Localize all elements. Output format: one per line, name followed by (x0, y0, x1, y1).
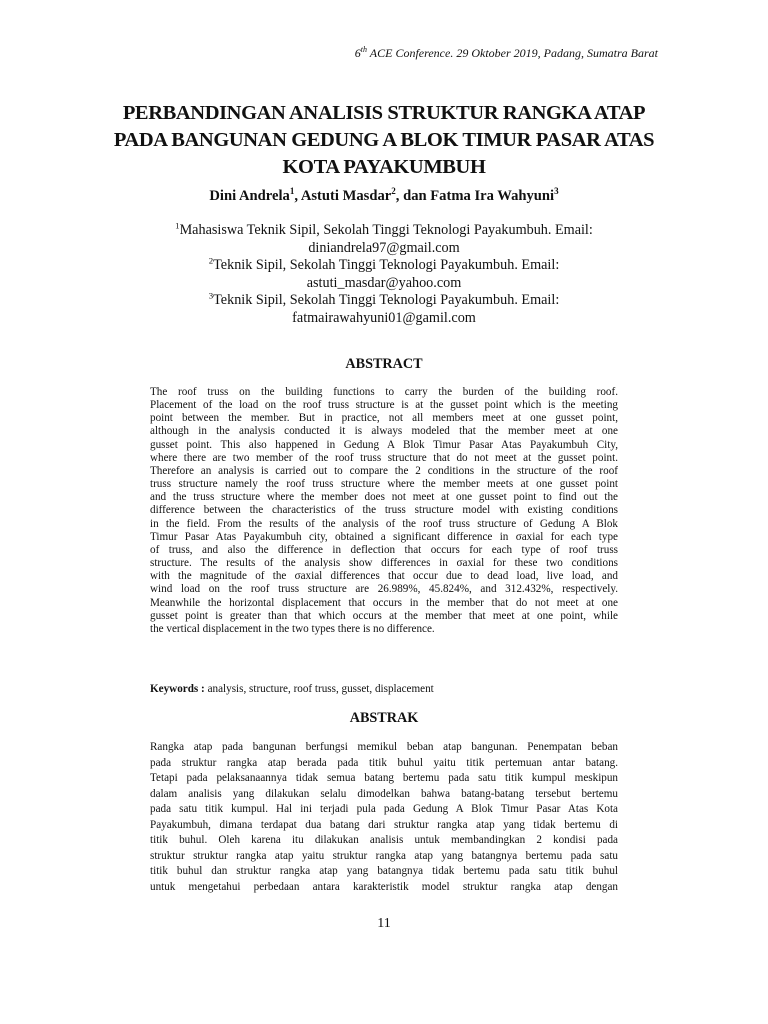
abstract-heading: ABSTRACT (345, 356, 423, 372)
affiliation-line (110, 292, 658, 310)
abstrak-line: pada satu titik kumpul. Hal ini terjadi pula pada Gedung A Blok Timur Pasar Atas Kota (150, 803, 618, 815)
abstract-line: and the truss structure where the member does not meet at one gusset point to find out the (150, 491, 618, 504)
abstrak-line: pada struktur rangka atap berada pada titik buhul yaitu titik pertemuan antar batang. (150, 756, 618, 769)
affiliation-mark: 1 (175, 220, 180, 231)
affiliations (110, 222, 658, 327)
author-list (100, 188, 668, 205)
page-number: 11 (377, 916, 391, 931)
header-ordinal-suffix: th (360, 45, 368, 54)
author-separator: , (294, 188, 301, 204)
abstrak-line: Payakumbuh, dimana terdapat dua batang dari struktur rangka atap yang tidak bertemu di (150, 818, 618, 831)
abstrak-line: titik buhul dan struktur rangka atap yang batangnya tidak bertemu pada satu titik buhul (150, 865, 618, 877)
abstract-line: truss structure namely the roof truss structure where the member meets at one gusset point (150, 478, 618, 491)
title-line: PADA BANGUNAN GEDUNG A BLOK TIMUR PASAR ATAS (113, 129, 655, 151)
abstract-line: wind load on the roof truss structure are 26.989%, 45.824%, and 312.432%, respectively. (150, 583, 618, 596)
abstract-line: difference between the characteristics of the truss structure model with existing conditions (150, 504, 618, 517)
affiliation-text: Teknik Sipil, Sekolah Tinggi Teknologi Payakumbuh. Email: (213, 292, 560, 308)
abstract-line: Placement of the load on the roof truss structure is at the gusset point which is the meeting (150, 399, 618, 412)
affiliation-text: Mahasiswa Teknik Sipil, Sekolah Tinggi Teknologi Payakumbuh. Email: (179, 222, 593, 238)
affiliation-line (110, 222, 658, 240)
affiliation-line (110, 257, 658, 275)
abstrak-line: untuk mengetahui perbedaan antara karakteristik model struktur rangka atap dengan (150, 880, 618, 893)
keywords-text: analysis, structure, roof truss, gusset, displacement (204, 683, 434, 695)
affiliation-text: Teknik Sipil, Sekolah Tinggi Teknologi Payakumbuh. Email: (213, 257, 560, 273)
abstract-line: the vertical displacement in the two types there is no difference. (150, 622, 435, 635)
author-name: Fatma Ira Wahyuni (430, 188, 555, 204)
author-affiliation-mark: 2 (391, 186, 396, 197)
abstrak-line: Tetapi pada pelaksanaannya tidak semua batang bertemu pada satu titik kumpul meskipun (150, 772, 618, 784)
author-separator: , dan (395, 188, 431, 204)
abstrak-body (150, 740, 618, 895)
affiliation-mark: 2 (208, 255, 214, 266)
header-ordinal: 6 (354, 46, 361, 60)
author-name: Astuti Masdar (300, 188, 392, 204)
abstract-body (150, 386, 618, 636)
abstract-line: with the magnitude of the σaxial differences that occur due to dead load, live load, and (150, 570, 618, 583)
abstract-line: point between the member. But in practice, not all members meet at one gusset point, (150, 412, 618, 425)
abstract-line: Timur Pasar Atas Payakumbuh city, obtained a significant difference in σaxial for each type (150, 530, 618, 543)
abstract-line: although in the analysis conducted it is always modeled that the member meet at one (150, 425, 618, 438)
keywords (150, 683, 618, 695)
abstrak-line: struktur struktur rangka atap yaitu struktur rangka atap yang batangnya bertemu pada satu (150, 849, 618, 862)
abstract-line: in the field. From the results of the analysis of the roof truss structure of Gedung A Blok (150, 517, 618, 530)
abstract-line: where there are two member of the roof truss structure that do not meet at the gusset point. (150, 451, 618, 464)
abstract-line: of truss, and also the difference in deflection that occurs for each type of roof truss (150, 543, 618, 556)
author-affiliation-mark: 3 (554, 186, 559, 197)
title-line: KOTA PAYAKUMBUH (282, 156, 486, 178)
running-header (355, 46, 658, 61)
affiliation-email: diniandrela97@gmail.com (308, 239, 460, 256)
abstrak-line: dalam analisis yang dilakukan selalu dimodelkan bahwa batang-batang tersebut bertemu (150, 787, 618, 800)
author-name: Dini Andrela (209, 188, 290, 204)
affiliation-email: astuti_masdar@yahoo.com (306, 274, 462, 291)
abstract-line: Meanwhile the horizontal displacement that occurs in the member that do not meet at one (150, 596, 618, 609)
abstrak-line: titik buhul. Oleh karena itu dilakukan analisis untuk membandingkan 2 kondisi pada (150, 834, 618, 846)
abstrak-heading: ABSTRAK (349, 710, 419, 726)
paper-title (100, 100, 668, 181)
keywords-label: Keywords : (150, 683, 205, 695)
affiliation-email: fatmairawahyuni01@gamil.com (292, 309, 476, 326)
abstrak-line: Rangka atap pada bangunan berfungsi memikul beban atap bangunan. Penempatan beban (150, 741, 618, 753)
abstract-line: The roof truss on the building functions to carry the burden of the building roof. (150, 386, 618, 398)
abstract-line: gusset point. This also happened in Gedung A Blok Timur Pasar Atas Payakumbuh City, (150, 438, 618, 451)
author-affiliation-mark: 1 (289, 186, 295, 197)
affiliation-mark: 3 (208, 290, 214, 301)
abstract-line: structure. The results of the analysis show differences in σaxial for these two conditions (150, 557, 618, 570)
title-line: PERBANDINGAN ANALISIS STRUKTUR RANGKA ATAP (122, 102, 646, 124)
header-conference-text: ACE Conference. 29 Oktober 2019, Padang, Sumatra Barat (367, 46, 658, 60)
abstract-line: gusset point is greater than that which occurs at the member that meet at one point, while (150, 609, 618, 622)
abstract-line: Therefore an analysis is carried out to compare the 2 conditions in the structure of the roof (150, 464, 618, 477)
